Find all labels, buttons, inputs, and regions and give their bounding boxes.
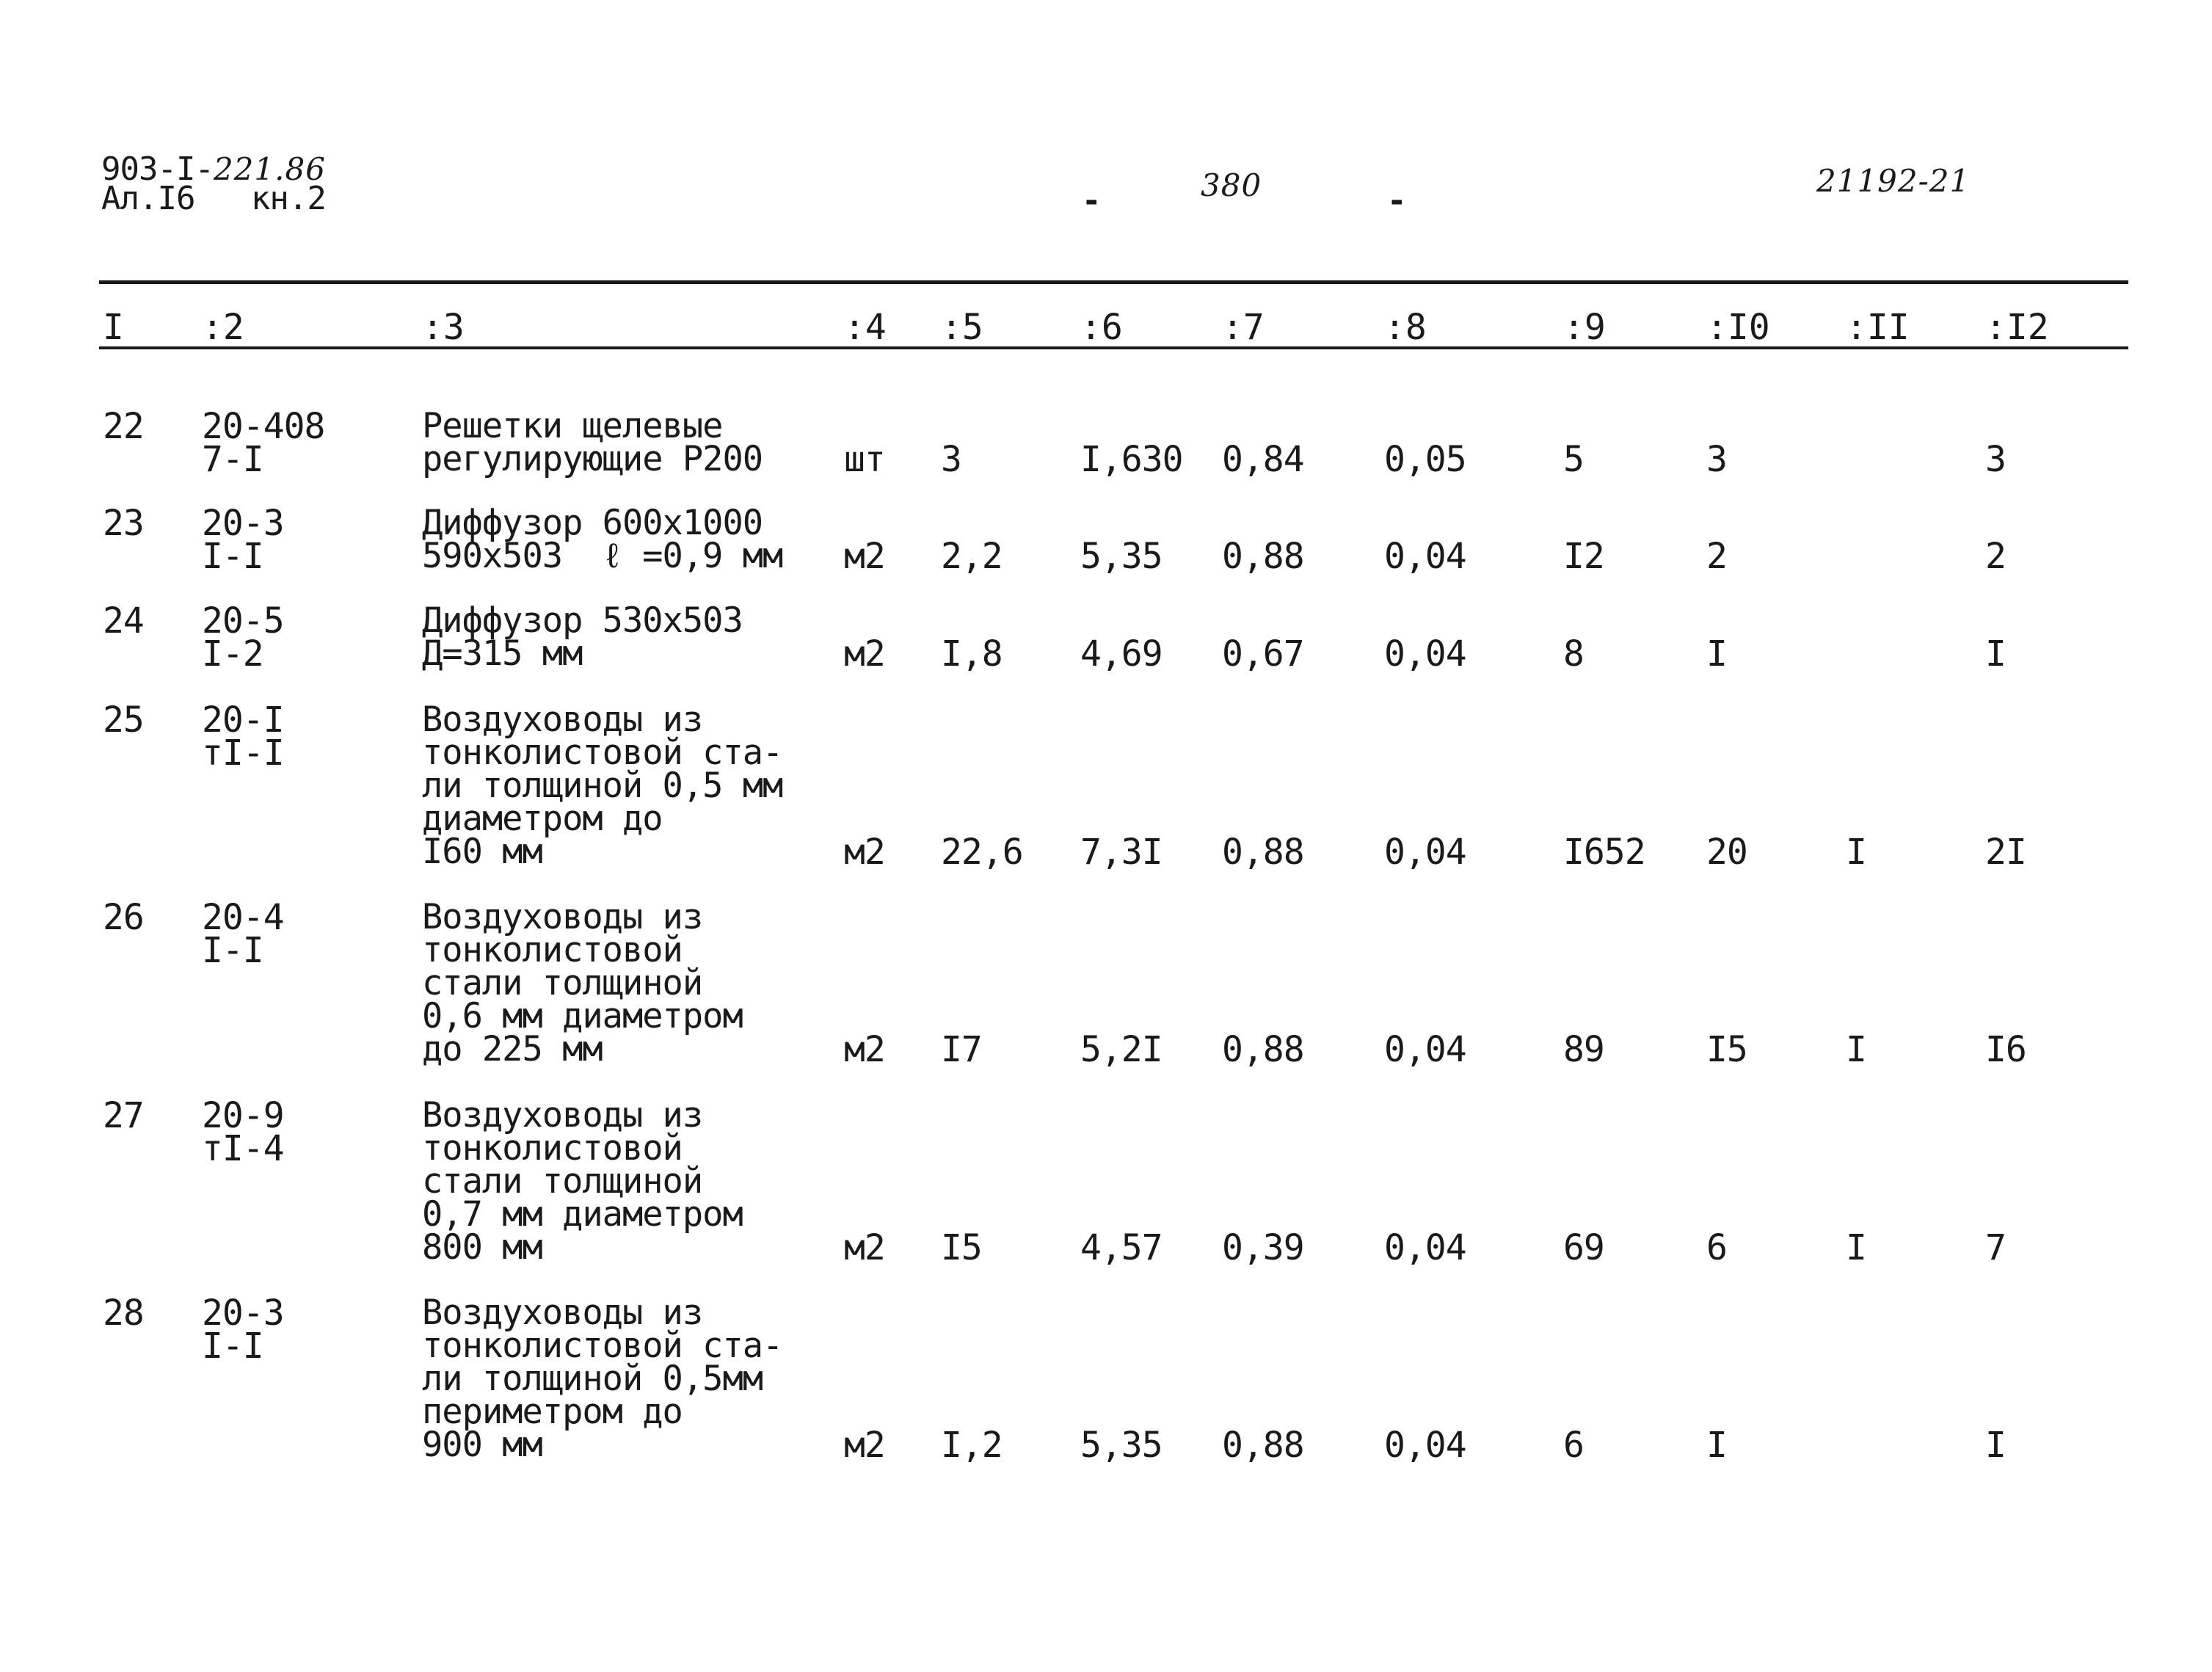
- value-cell-col8: 0,04: [1384, 1227, 1466, 1268]
- value-cell-col12: 3: [1985, 439, 2006, 480]
- column-header-9: :9: [1563, 307, 1606, 348]
- column-header-5: :5: [941, 307, 983, 348]
- value-cell-col5: 3: [941, 439, 961, 480]
- description-line: ли толщиной 0,5 мм: [422, 766, 783, 806]
- rate-code-line: тI-I: [202, 733, 284, 774]
- value-cell-col8: 0,04: [1384, 1029, 1466, 1070]
- rate-code-line: 20-9: [202, 1095, 284, 1136]
- value-cell-col10: 6: [1706, 1227, 1727, 1268]
- value-cell-col12: I6: [1985, 1029, 2026, 1070]
- description-line: 0,6 мм диаметром: [422, 996, 743, 1036]
- description-line: тонколистовой: [422, 1128, 683, 1168]
- rate-code-line: 20-4: [202, 897, 284, 938]
- description-line: 590х503 ℓ =0,9 мм: [422, 536, 783, 576]
- value-cell-col8: 0,04: [1384, 1425, 1466, 1466]
- value-cell-col5: 2,2: [941, 536, 1003, 577]
- description-line: регулирующие Р200: [422, 439, 763, 479]
- row-number: 28: [103, 1293, 144, 1334]
- value-cell-col12: 2: [1985, 536, 2006, 577]
- row-number: 24: [103, 600, 144, 641]
- value-cell-col6: 4,69: [1080, 633, 1163, 675]
- value-cell-col7: 0,84: [1222, 439, 1304, 480]
- description-line: стали толщиной: [422, 963, 703, 1003]
- document-code-handwritten: 221.86: [213, 151, 326, 187]
- value-cell-col8: 0,05: [1384, 439, 1466, 480]
- description-line: Решетки щелевые: [422, 406, 723, 446]
- value-cell-col10: I: [1706, 1425, 1727, 1466]
- value-cell-col11: I: [1846, 1227, 1866, 1268]
- value-cell-col10: I5: [1706, 1029, 1747, 1070]
- value-cell-col9: I652: [1563, 832, 1645, 873]
- column-header-7: :7: [1222, 307, 1265, 348]
- rate-code-line: I-I: [202, 536, 263, 577]
- value-cell-col10: 2: [1706, 536, 1727, 577]
- value-cell-col8: 0,04: [1384, 633, 1466, 675]
- value-cell-col10: I: [1706, 633, 1727, 675]
- value-cell-col10: 20: [1706, 832, 1747, 873]
- rate-code-line: I-2: [202, 633, 263, 675]
- value-cell-col8: 0,04: [1384, 536, 1466, 577]
- column-header-10: :I0: [1706, 307, 1770, 348]
- value-cell-col11: I: [1846, 832, 1866, 873]
- column-header-4: :4: [844, 307, 887, 348]
- value-cell-col7: 0,88: [1222, 536, 1304, 577]
- value-cell-col9: 89: [1563, 1029, 1604, 1070]
- unit-cell: м2: [844, 536, 885, 577]
- rate-code-line: тI-4: [202, 1128, 284, 1169]
- document-number: 21192-21: [1816, 163, 1971, 199]
- unit-cell: шт: [844, 439, 885, 480]
- value-cell-col5: I,2: [941, 1425, 1003, 1466]
- column-header-6: :6: [1080, 307, 1123, 348]
- value-cell-col6: 4,57: [1080, 1227, 1163, 1268]
- column-header-2: :2: [202, 307, 244, 348]
- description-line: 800 мм: [422, 1227, 542, 1268]
- description-line: до 225 мм: [422, 1029, 603, 1069]
- value-cell-col5: 22,6: [941, 832, 1023, 873]
- description-line: Диффузор 530х503: [422, 600, 743, 641]
- value-cell-col9: 69: [1563, 1227, 1604, 1268]
- header-top-rule: [99, 280, 2128, 284]
- value-cell-col9: 5: [1563, 439, 1584, 480]
- page-number: 380: [1201, 167, 1262, 203]
- unit-cell: м2: [844, 1029, 885, 1070]
- value-cell-col12: I: [1985, 1425, 2006, 1466]
- column-header-11: :II: [1846, 307, 1910, 348]
- rate-code-line: 20-3: [202, 503, 284, 544]
- unit-cell: м2: [844, 1425, 885, 1466]
- value-cell-col12: 7: [1985, 1227, 2006, 1268]
- value-cell-col9: I2: [1563, 536, 1604, 577]
- column-header-12: :I2: [1985, 307, 2049, 348]
- unit-cell: м2: [844, 1227, 885, 1268]
- description-line: Воздуховоды из: [422, 1095, 703, 1135]
- page-dash-right: -: [1387, 182, 1407, 219]
- value-cell-col6: 5,2I: [1080, 1029, 1163, 1070]
- album-label: Ал.I6 кн.2: [101, 180, 326, 217]
- description-line: I60 мм: [422, 832, 542, 872]
- value-cell-col10: 3: [1706, 439, 1727, 480]
- value-cell-col9: 8: [1563, 633, 1584, 675]
- page-dash-left: -: [1082, 182, 1102, 219]
- description-line: тонколистовой ста-: [422, 733, 783, 773]
- value-cell-col5: I7: [941, 1029, 982, 1070]
- rate-code-line: I-I: [202, 930, 263, 971]
- value-cell-col6: 7,3I: [1080, 832, 1163, 873]
- value-cell-col12: 2I: [1985, 832, 2026, 873]
- row-number: 27: [103, 1095, 144, 1136]
- value-cell-col6: 5,35: [1080, 1425, 1163, 1466]
- description-line: Диффузор 600х1000: [422, 503, 763, 543]
- value-cell-col8: 0,04: [1384, 832, 1466, 873]
- description-line: стали толщиной: [422, 1161, 703, 1202]
- value-cell-col11: I: [1846, 1029, 1866, 1070]
- description-line: периметром до: [422, 1392, 683, 1432]
- description-line: 0,7 мм диаметром: [422, 1194, 743, 1235]
- description-line: ли толщиной 0,5мм: [422, 1359, 763, 1399]
- description-line: 900 мм: [422, 1425, 542, 1465]
- description-line: тонколистовой: [422, 930, 683, 970]
- value-cell-col7: 0,88: [1222, 1425, 1304, 1466]
- value-cell-col7: 0,67: [1222, 633, 1304, 675]
- description-line: Воздуховоды из: [422, 699, 703, 740]
- value-cell-col6: I,630: [1080, 439, 1183, 480]
- rate-code-line: 7-I: [202, 439, 263, 480]
- description-line: Д=315 мм: [422, 633, 583, 674]
- column-header-8: :8: [1384, 307, 1427, 348]
- unit-cell: м2: [844, 832, 885, 873]
- value-cell-col7: 0,39: [1222, 1227, 1304, 1268]
- rate-code-line: 20-408: [202, 406, 325, 447]
- unit-cell: м2: [844, 633, 885, 675]
- row-number: 26: [103, 897, 144, 938]
- value-cell-col7: 0,88: [1222, 832, 1304, 873]
- rate-code-line: I-I: [202, 1326, 263, 1367]
- row-number: 23: [103, 503, 144, 544]
- column-header-3: :3: [422, 307, 465, 348]
- value-cell-col5: I,8: [941, 633, 1003, 675]
- value-cell-col7: 0,88: [1222, 1029, 1304, 1070]
- rate-code-line: 20-I: [202, 699, 284, 741]
- document-code-prefix: 903-I-: [101, 150, 214, 188]
- value-cell-col9: 6: [1563, 1425, 1584, 1466]
- value-cell-col12: I: [1985, 633, 2006, 675]
- value-cell-col6: 5,35: [1080, 536, 1163, 577]
- column-header-1: I: [103, 307, 124, 348]
- rate-code-line: 20-3: [202, 1293, 284, 1334]
- description-line: тонколистовой ста-: [422, 1326, 783, 1366]
- row-number: 22: [103, 406, 144, 447]
- rate-code-line: 20-5: [202, 600, 284, 641]
- description-line: Воздуховоды из: [422, 897, 703, 937]
- description-line: диаметром до: [422, 799, 663, 839]
- value-cell-col5: I5: [941, 1227, 982, 1268]
- row-number: 25: [103, 699, 144, 741]
- description-line: Воздуховоды из: [422, 1293, 703, 1333]
